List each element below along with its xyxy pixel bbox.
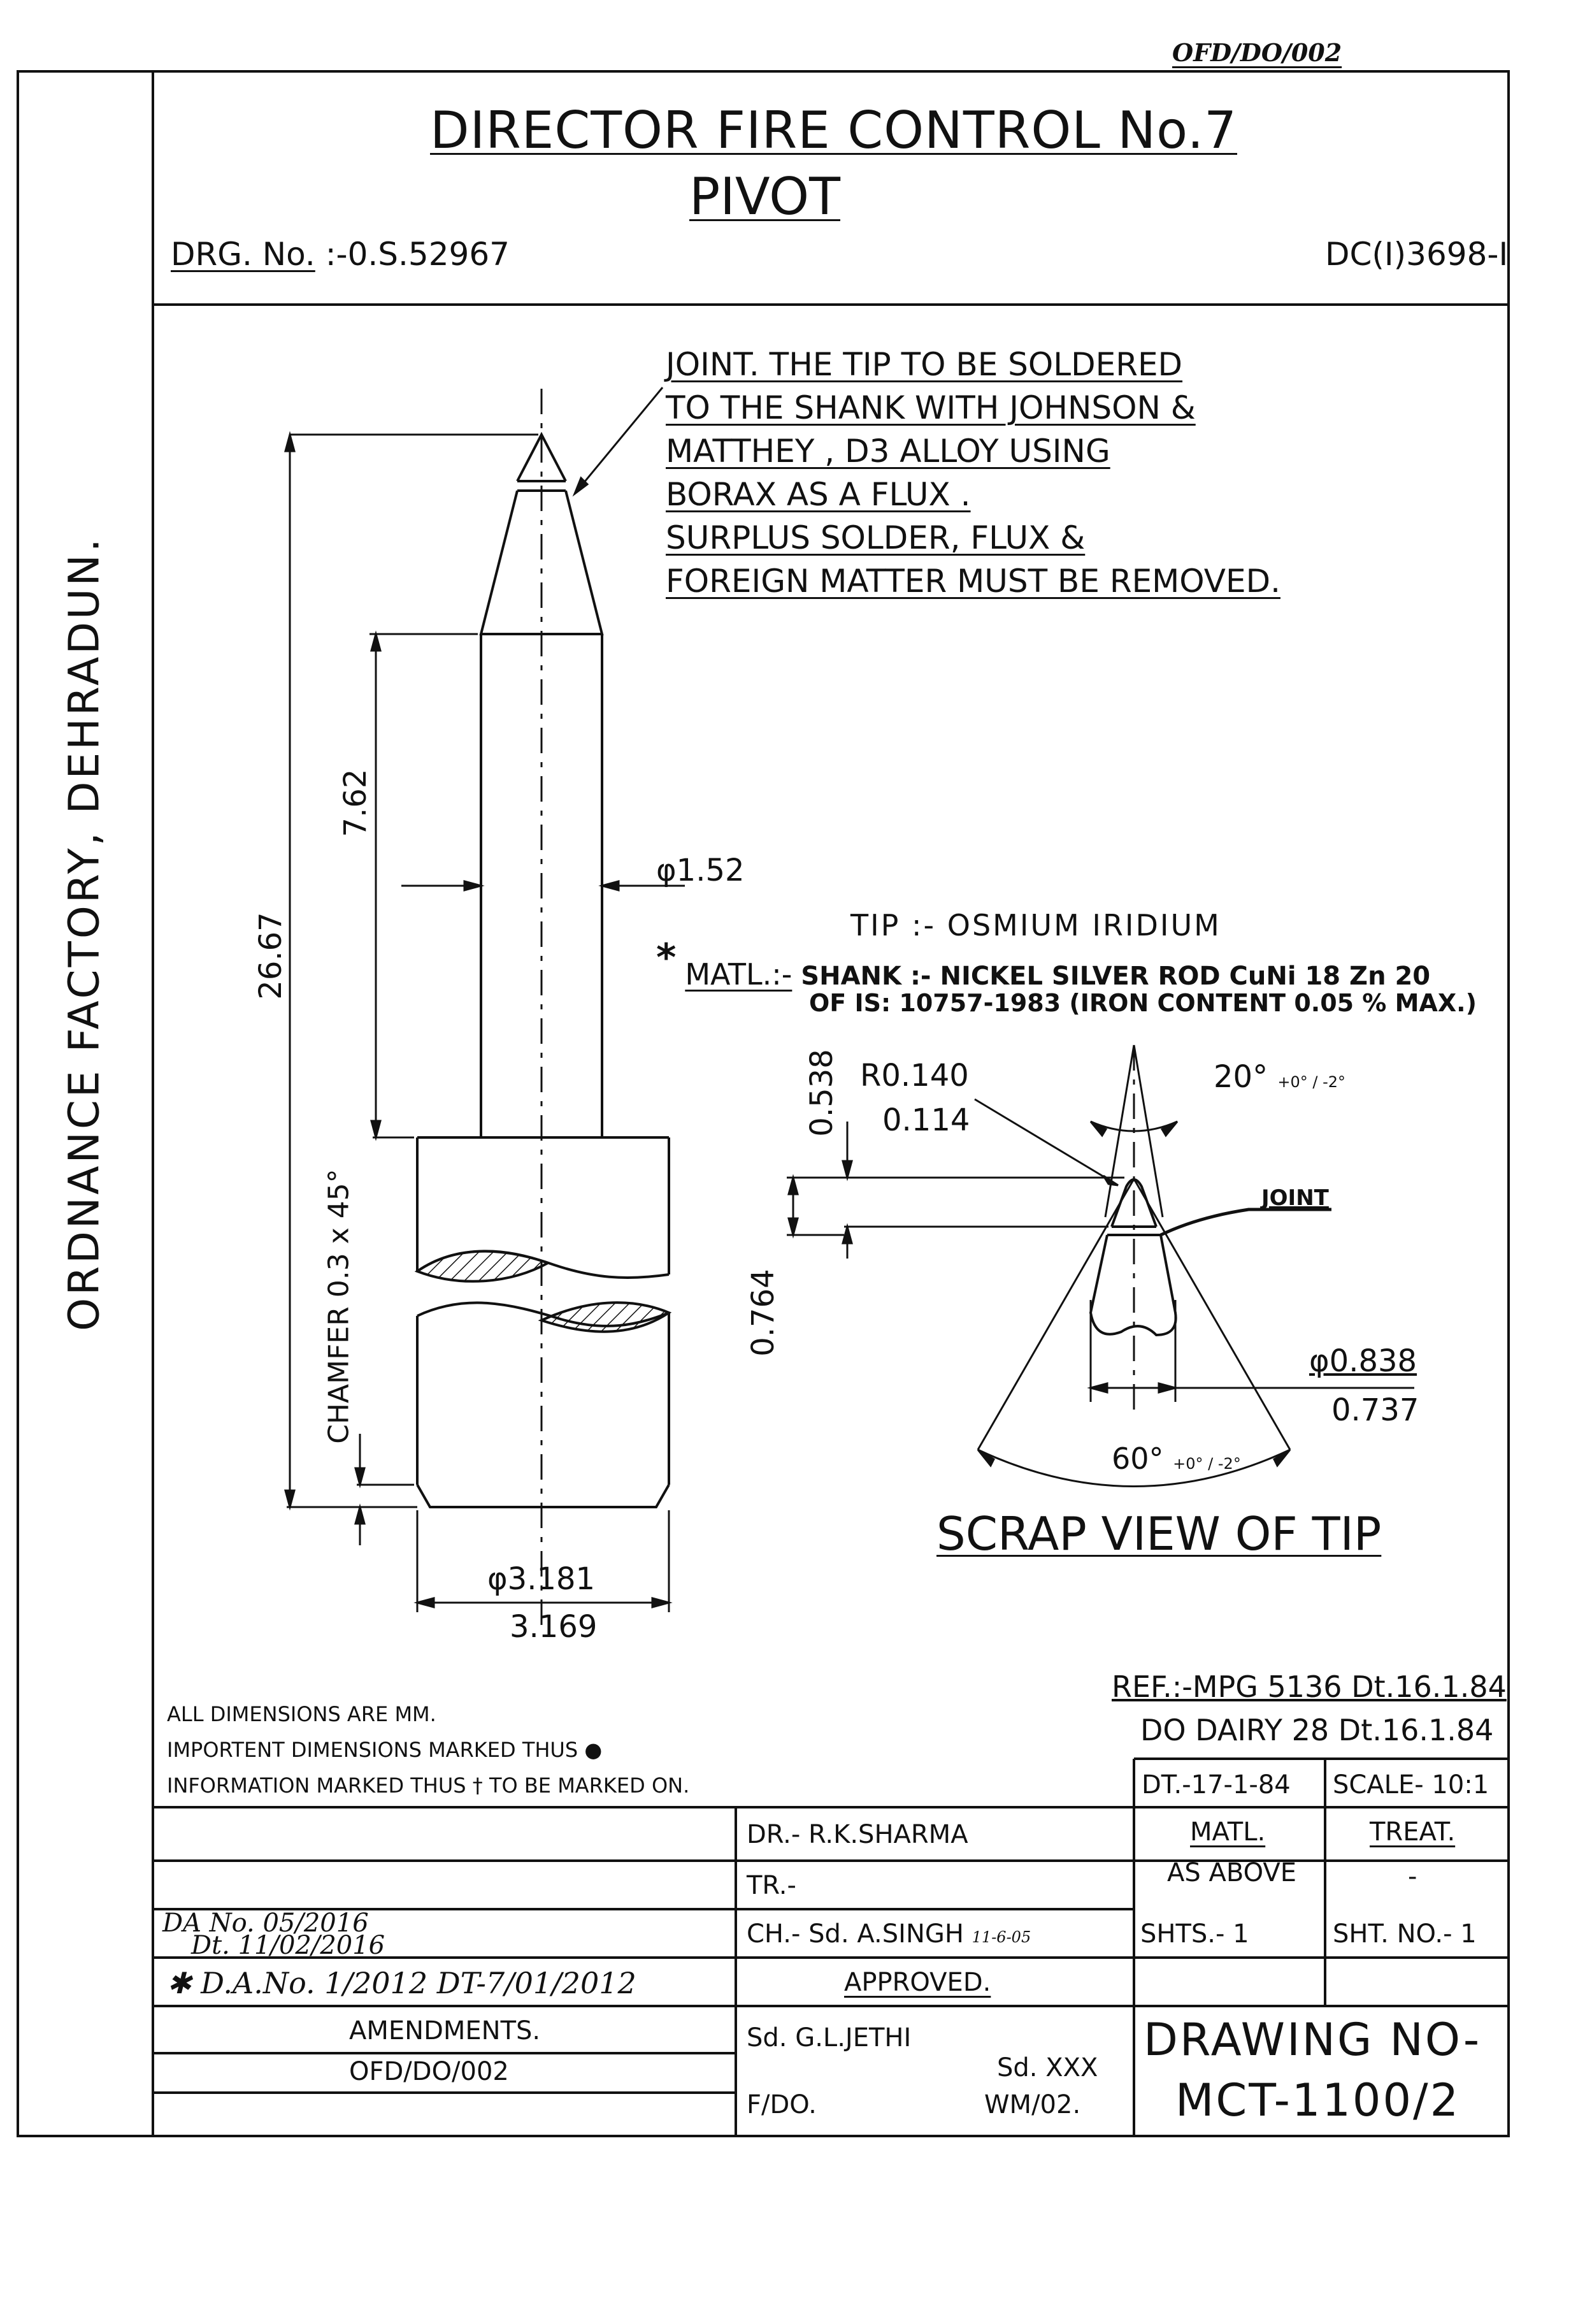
scrap-view-tip xyxy=(978,1045,1290,1487)
scrap-radius-min: 0.114 xyxy=(882,1102,970,1138)
drg-value: :-0.S.52967 xyxy=(325,236,510,273)
tb-da-hand-2: Dt. 11/02/2016 xyxy=(191,1931,385,1960)
drg-label: DRG. No. xyxy=(171,236,315,273)
reference-2: DO DAIRY 28 Dt.16.1.84 xyxy=(1140,1713,1494,1747)
break-hatching xyxy=(417,1251,669,1331)
tb-sd2-post: WM/02. xyxy=(984,2090,1081,2119)
scrap-radius-max: R0.140 xyxy=(860,1058,969,1093)
scrap-view-caption: SCRAP VIEW OF TIP xyxy=(936,1507,1382,1561)
tb-treat-value: - xyxy=(1408,1862,1417,1891)
tb-amendments: AMENDMENTS. xyxy=(349,2016,541,2046)
tb-sd2: Sd. XXX xyxy=(997,2053,1098,2082)
scrap-tip-len: 0.538 xyxy=(804,1049,840,1137)
scrap-angle-top xyxy=(1214,1059,1345,1095)
note-line: INFORMATION MARKED THUS † TO BE MARKED ON. xyxy=(167,1773,690,1798)
tb-approved: APPROVED. xyxy=(844,1968,991,1997)
drg-number xyxy=(171,236,510,273)
material-label: MATL.:- xyxy=(685,957,793,992)
tb-drawing-no-label: DRAWING NO- xyxy=(1144,2014,1482,2066)
tb-traced-by: TR.- xyxy=(747,1871,796,1900)
joint-note-line: FOREIGN MATTER MUST BE REMOVED. xyxy=(666,563,1280,600)
joint-leader xyxy=(575,387,663,494)
drawing-title: DIRECTOR FIRE CONTROL No.7 xyxy=(430,101,1238,160)
tb-date: DT.-17-1-84 xyxy=(1142,1770,1291,1800)
general-notes xyxy=(167,1696,689,1803)
joint-note xyxy=(666,343,1280,603)
scrap-dimensions xyxy=(787,1099,1414,1466)
note-line: ALL DIMENSIONS ARE MM. xyxy=(167,1702,436,1726)
tb-matl-value: AS ABOVE xyxy=(1167,1858,1296,1887)
tb-da-row: ✱ D.A.No. 1/2012 DT-7/01/2012 xyxy=(167,1966,636,2000)
joint-note-line: BORAX AS A FLUX . xyxy=(666,476,971,513)
tb-scale: SCALE- 10:1 xyxy=(1333,1770,1489,1800)
tb-checked-date: 11-6-05 xyxy=(972,1928,1031,1946)
tb-checked-by xyxy=(747,1919,1031,1949)
tb-approver-post: F/DO. xyxy=(747,2090,817,2119)
pivot-part-view xyxy=(417,389,669,1631)
joint-note-line: SURPLUS SOLDER, FLUX & xyxy=(666,519,1086,556)
drawing-subtitle: PIVOT xyxy=(689,167,840,226)
stamp-top: OFD/DO/002 xyxy=(1172,38,1342,67)
tb-treat-label: TREAT. xyxy=(1370,1817,1456,1847)
material-block: * MATL.:- SHANK :- NICKEL SILVER ROD CuNi 18 Zn 20 xyxy=(656,935,1431,992)
dim-body-dia-max: φ3.181 xyxy=(487,1561,596,1597)
joint-note-line: JOINT. THE TIP TO BE SOLDERED xyxy=(666,346,1183,383)
material-spec: OF IS: 10757-1983 (IRON CONTENT 0.05 % MAX.) xyxy=(809,989,1477,1017)
dim-shank-length: 7.62 xyxy=(338,769,373,837)
reference-1: REF.:-MPG 5136 Dt.16.1.84 xyxy=(1112,1670,1507,1704)
dim-body-dia-min: 3.169 xyxy=(510,1609,598,1645)
material-shank: SHANK :- NICKEL SILVER ROD CuNi 18 Zn 20 xyxy=(801,962,1431,991)
joint-note-line: TO THE SHANK WITH JOHNSON & xyxy=(666,389,1196,426)
tb-drawn-by: DR.- R.K.SHARMA xyxy=(747,1820,968,1849)
scrap-dia-max: φ0.838 xyxy=(1309,1343,1417,1379)
tb-checked-name: CH.- Sd. A.SINGH xyxy=(747,1919,964,1949)
tb-sheets: SHTS.- 1 xyxy=(1140,1919,1249,1949)
tb-drawing-no: MCT-1100/2 xyxy=(1175,2074,1461,2126)
note-line: IMPORTENT DIMENSIONS MARKED THUS ● xyxy=(167,1738,603,1762)
angle-top-tol: +0° / -2° xyxy=(1277,1073,1345,1091)
dim-chamfer: CHAMFER 0.3 x 45° xyxy=(322,1169,355,1444)
angle-bottom-tol: +0° / -2° xyxy=(1173,1455,1241,1473)
scrap-dia-min: 0.737 xyxy=(1331,1392,1419,1428)
dim-overall-length: 26.67 xyxy=(253,912,289,1000)
scrap-angle-bottom xyxy=(1112,1441,1241,1476)
angle-bottom-value: 60° xyxy=(1112,1441,1164,1476)
material-tip: TIP :- OSMIUM IRIDIUM xyxy=(850,908,1221,942)
dim-shank-dia: φ1.52 xyxy=(656,853,745,888)
tb-matl-label: MATL. xyxy=(1190,1817,1266,1847)
side-label-factory: ORDNANCE FACTORY, DEHRADUN. xyxy=(59,536,109,1331)
scrap-cone-len: 0.764 xyxy=(745,1269,781,1357)
dc-reference: DC(I)3698-I xyxy=(1325,236,1509,273)
angle-top-value: 20° xyxy=(1214,1059,1268,1095)
tb-ofd-ref: OFD/DO/002 xyxy=(349,2057,509,2086)
tb-sheet-no: SHT. NO.- 1 xyxy=(1333,1919,1477,1949)
scrap-joint-label: JOINT xyxy=(1261,1185,1329,1211)
tb-da-hand-1: DA No. 05/2016 xyxy=(162,1909,369,1938)
joint-note-line: MATTHEY , D3 ALLOY USING xyxy=(666,433,1110,470)
tb-approver: Sd. G.L.JETHI xyxy=(747,2023,912,2053)
